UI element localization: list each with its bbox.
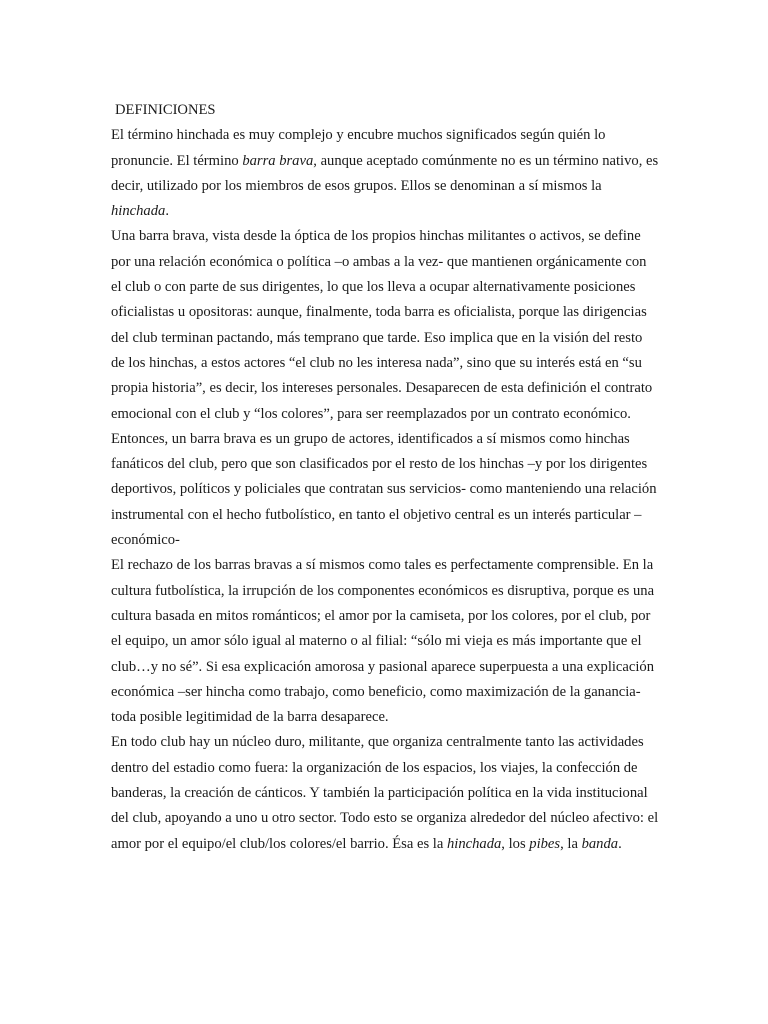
italic-term: hinchada	[446, 835, 502, 852]
italic-term: hinchada	[111, 203, 166, 220]
italic-term: pibes	[529, 835, 561, 852]
text-run: , los	[501, 835, 530, 852]
paragraph	[111, 730, 659, 856]
paragraph	[111, 427, 659, 553]
paragraph	[111, 123, 659, 224]
text-run: .	[165, 203, 169, 220]
italic-term: banda	[581, 835, 619, 852]
text-run: .	[618, 835, 622, 852]
text-run: En todo club hay un núcleo duro, militante, que organiza centralmente tanto las actividades dentro del estadio como fuera: la organización de los espacios, los viajes, la confección de banderas, la creación de cánticos. Y también la participación política en la vida institucional del club, apoyando a uno u otro sector. Todo esto se organiza alrededor del núcleo afectivo: el amor por el equipo/el club/los colores/el barrio. Ésa es la	[111, 734, 659, 852]
text-run: , la	[560, 835, 582, 852]
document-page	[111, 98, 659, 857]
paragraph	[111, 553, 659, 730]
document-body	[111, 123, 659, 857]
text-run: El rechazo de los barras bravas a sí mismos como tales es perfectamente comprensible. En la cultura futbolística, la irrupción de los componentes económicos es disruptiva, porque es una cultura basada en mitos románticos; el amor por la camiseta, por los colores, por el club, por el equipo, un amor sólo igual al materno o al filial: “sólo mi vieja es más importante que el club…y no sé”. Si esa explicación amorosa y pasional aparece superpuesta a una explicación económica –ser hincha como trabajo, como beneficio, como maximización de la ganancia- toda posible legitimidad de la barra desaparece.	[111, 557, 655, 726]
text-run: Una barra brava, vista desde la óptica de los propios hinchas militantes o activos, se define por una relación económica o política –o ambas a la vez- que mantienen orgánicamente con el club o con parte de sus dirigentes, lo que los lleva a ocupar alternativamente posiciones oficialistas u opositoras: aunque, finalmente, toda barra es oficialista, porque las dirigencias del club terminan pactando, más temprano que tarde. Eso implica que en la visión del resto de los hinchas, a estos actores “el club no les interesa nada”, sino que su interés está en “su propia historia”, es decir, los intereses personales. Desaparecen de esta definición el contrato emocional con el club y “los colores”, para ser reemplazados por un contrato económico.	[111, 228, 653, 422]
text-run: El término hinchada es muy complejo y encubre muchos significados según quién lo pronuncie. El término	[111, 127, 606, 169]
paragraph	[111, 224, 659, 426]
italic-term: barra brava	[242, 152, 314, 169]
text-run: , aunque aceptado comúnmente no es un término nativo, es decir, utilizado por los miembros de esos grupos. Ellos se denominan a sí mismos la	[111, 152, 659, 194]
text-run: Entonces, un barra brava es un grupo de actores, identificados a sí mismos como hinchas fanáticos del club, pero que son clasificados por el resto de los hinchas –y por los dirigentes deportivos, políticos y policiales que contratan sus servicios- como manteniendo una relación instrumental con el hecho futbolístico, en tanto el objetivo central es un interés particular –económico-	[111, 430, 657, 549]
section-heading: DEFINICIONES	[115, 102, 216, 118]
